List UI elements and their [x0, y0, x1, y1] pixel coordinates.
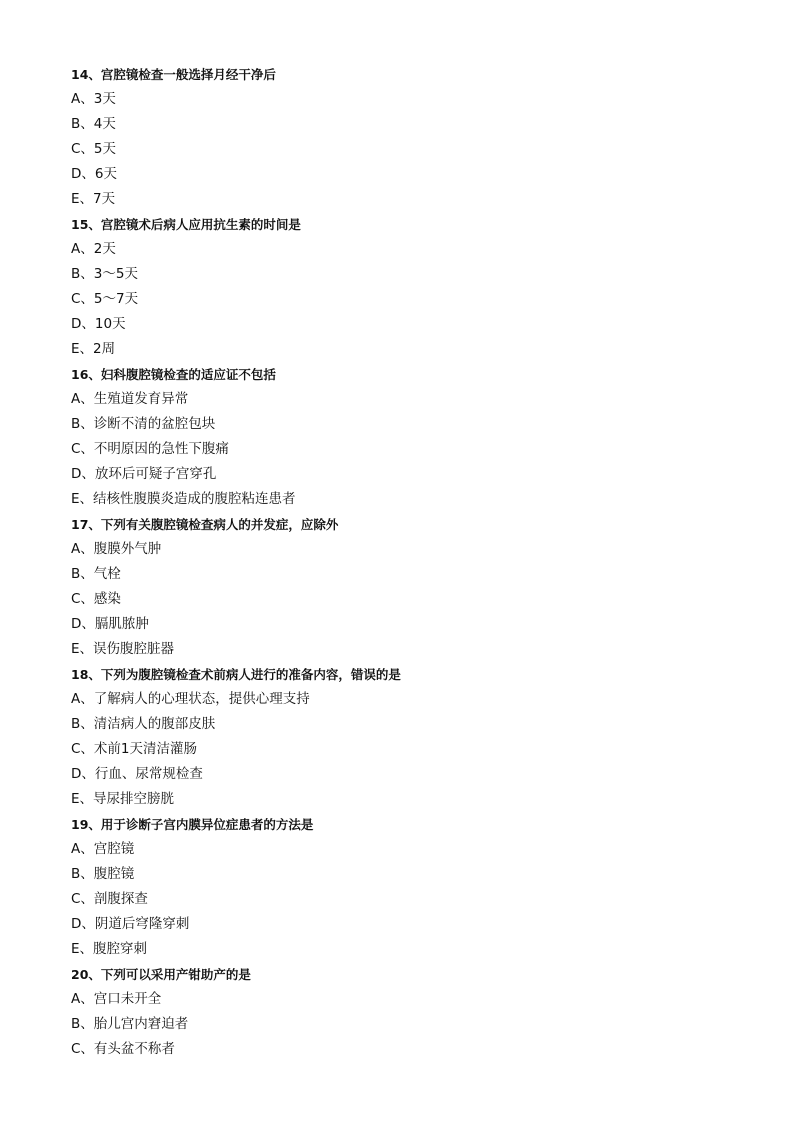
question-18 [71, 662, 751, 812]
option-e: E、7天 [71, 191, 116, 207]
option-b: B、4天 [71, 116, 116, 132]
option-d: D、行血、尿常规检查 [71, 766, 203, 782]
question-title: 15、宫腔镜术后病人应用抗生素的时间是 [71, 217, 301, 232]
question-title: 18、下列为腹腔镜检查术前病人进行的准备内容，错误的是 [71, 667, 401, 682]
question-17 [71, 512, 751, 662]
option-d: D、阴道后穹隆穿刺 [71, 916, 190, 932]
option-a: A、腹膜外气肿 [71, 541, 162, 557]
option-a: A、了解病人的心理状态，提供心理支持 [71, 691, 310, 707]
option-b: B、气栓 [71, 566, 121, 582]
option-c: C、5～7天 [71, 291, 139, 307]
option-c: C、有头盆不称者 [71, 1041, 175, 1057]
question-20 [71, 962, 751, 1062]
question-14 [71, 62, 751, 212]
option-d: D、膈肌脓肿 [71, 616, 149, 632]
option-c: C、5天 [71, 141, 117, 157]
question-title: 19、用于诊断子宫内膜异位症患者的方法是 [71, 817, 314, 832]
option-a: A、2天 [71, 241, 116, 257]
option-e: E、腹腔穿刺 [71, 941, 148, 957]
option-a: A、宫口未开全 [71, 991, 162, 1007]
question-16 [71, 362, 751, 512]
option-e: E、结核性腹膜炎造成的腹腔粘连患者 [71, 491, 296, 507]
option-e: E、误伤腹腔脏器 [71, 641, 175, 657]
option-b: B、胎儿宫内窘迫者 [71, 1016, 189, 1032]
option-a: A、3天 [71, 91, 116, 107]
option-a: A、宫腔镜 [71, 841, 135, 857]
option-c: C、剖腹探查 [71, 891, 148, 907]
option-b: B、腹腔镜 [71, 866, 135, 882]
option-c: C、术前1天清洁灌肠 [71, 741, 198, 757]
option-d: D、10天 [71, 316, 126, 332]
option-e: E、导尿排空膀胱 [71, 791, 175, 807]
question-title: 14、宫腔镜检查一般选择月经干净后 [71, 67, 276, 82]
option-d: D、6天 [71, 166, 117, 182]
exam-page [71, 62, 751, 1062]
option-d: D、放环后可疑子宫穿孔 [71, 466, 217, 482]
question-title: 16、妇科腹腔镜检查的适应证不包括 [71, 367, 276, 382]
option-a: A、生殖道发育异常 [71, 391, 189, 407]
question-title: 20、下列可以采用产钳助产的是 [71, 967, 251, 982]
question-19 [71, 812, 751, 962]
option-c: C、不明原因的急性下腹痛 [71, 441, 229, 457]
option-b: B、清洁病人的腹部皮肤 [71, 716, 216, 732]
question-15 [71, 212, 751, 362]
option-b: B、3～5天 [71, 266, 138, 282]
question-title: 17、下列有关腹腔镜检查病人的并发症，应除外 [71, 517, 339, 532]
option-e: E、2周 [71, 341, 116, 357]
option-b: B、诊断不清的盆腔包块 [71, 416, 216, 432]
option-c: C、感染 [71, 591, 121, 607]
